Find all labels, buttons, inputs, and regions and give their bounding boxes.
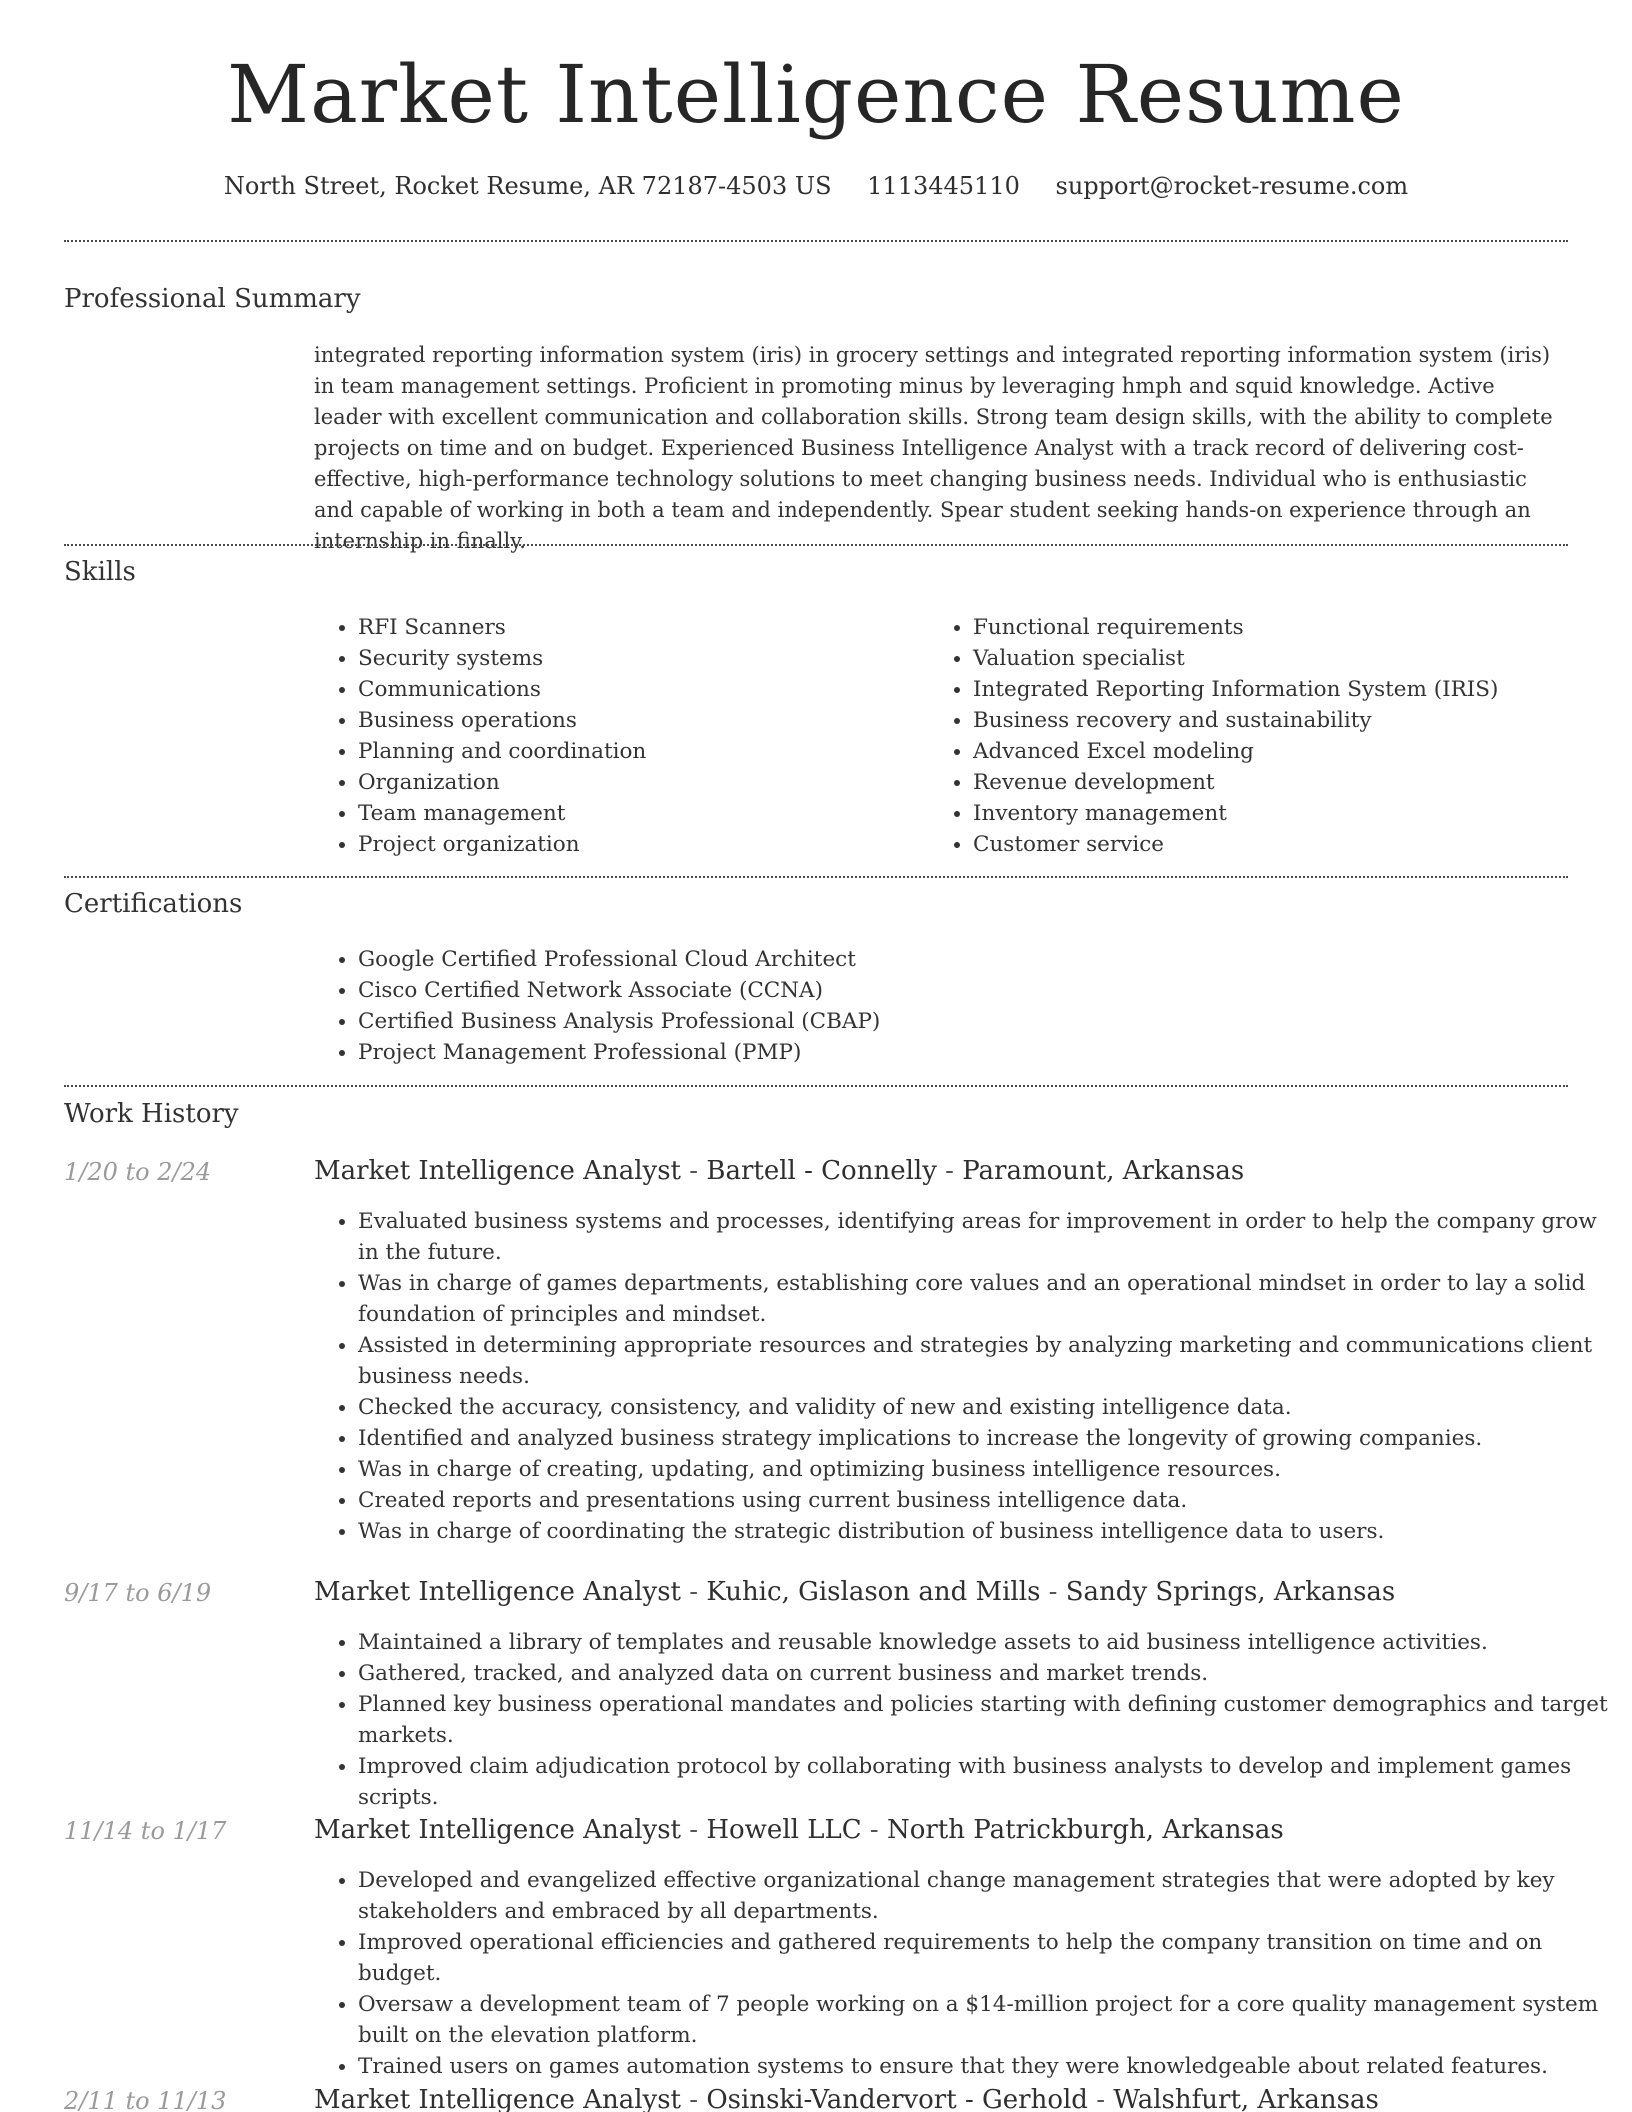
skill-item: • Team management	[358, 798, 928, 829]
job-heading: Market Intelligence Analyst - Osinski-Vandervort - Gerhold - Walshfurt, Arkansas	[314, 2085, 1379, 2112]
job-heading: Market Intelligence Analyst - Kuhic, Gislason and Mills - Sandy Springs, Arkansas	[314, 1577, 1396, 1607]
section-title-skills: Skills	[64, 557, 136, 587]
certification-item: • Google Certified Professional Cloud Architect	[358, 944, 1612, 975]
skill-item: • Business operations	[358, 705, 928, 736]
job-bullet: • Was in charge of creating, updating, and optimizing business intelligence resources.	[358, 1454, 1612, 1485]
job-bullet: • Planned key business operational mandates and policies starting with defining customer demographics and target markets.	[358, 1689, 1612, 1751]
skill-item: • Revenue development	[973, 767, 1613, 798]
job-bullet: • Improved operational efficiencies and gathered requirements to help the company transition on time and on budget.	[358, 1927, 1612, 1989]
job-dates: 2/11 to 11/13	[64, 2087, 227, 2112]
skill-item: • Project organization	[358, 829, 928, 860]
job-bullet: • Created reports and presentations using current business intelligence data.	[358, 1485, 1612, 1516]
job-bullets	[314, 1206, 1612, 1547]
job-bullet: • Oversaw a development team of 7 people working on a $14-million project for a core quality management system built on the elevation platform.	[358, 1989, 1612, 2051]
section-title-summary: Professional Summary	[64, 284, 361, 314]
divider	[64, 240, 1568, 242]
job-role: Market Intelligence Analyst	[314, 1815, 682, 1845]
resume-title: Market Intelligence Resume	[227, 48, 1405, 141]
job-bullet: • Identified and analyzed business strategy implications to increase the longevity of growing companies.	[358, 1423, 1612, 1454]
skill-item: • Valuation specialist	[973, 643, 1613, 674]
job-location: Paramount, Arkansas	[962, 1156, 1245, 1186]
job-bullet: • Gathered, tracked, and analyzed data on current business and market trends.	[358, 1658, 1612, 1689]
job-company: Bartell - Connelly	[706, 1156, 937, 1186]
job-location: North Patrickburgh, Arkansas	[886, 1815, 1284, 1845]
job-role: Market Intelligence Analyst	[314, 1156, 682, 1186]
skill-item: • Inventory management	[973, 798, 1613, 829]
skill-item: • Security systems	[358, 643, 928, 674]
skill-item: • Organization	[358, 767, 928, 798]
skill-item: • Customer service	[973, 829, 1613, 860]
job-bullet: • Maintained a library of templates and reusable knowledge assets to aid business intelligence activities.	[358, 1627, 1612, 1658]
job-bullet: • Was in charge of coordinating the strategic distribution of business intelligence data to users.	[358, 1516, 1612, 1547]
certification-item: • Project Management Professional (PMP)	[358, 1037, 1612, 1068]
job-bullet: • Trained users on games automation systems to ensure that they were knowledgeable about related features.	[358, 2051, 1612, 2082]
skill-item: • Advanced Excel modeling	[973, 736, 1613, 767]
job-bullet: • Developed and evangelized effective organizational change management strategies that were adopted by key stakeholders and embraced by all departments.	[358, 1865, 1612, 1927]
phone: 1113445110	[867, 172, 1020, 200]
job-company: Kuhic, Gislason and Mills	[706, 1577, 1041, 1607]
skill-item: • Integrated Reporting Information System (IRIS)	[973, 674, 1613, 705]
skill-item: • Functional requirements	[973, 612, 1613, 643]
skill-item: • Planning and coordination	[358, 736, 928, 767]
job-bullet: • Was in charge of games departments, establishing core values and an operational mindset in order to lay a solid foundation of principles and mindset.	[358, 1268, 1612, 1330]
job-role: Market Intelligence Analyst	[314, 2085, 682, 2112]
job-heading: Market Intelligence Analyst - Howell LLC - North Patrickburgh, Arkansas	[314, 1815, 1284, 1845]
job-company: Howell LLC	[706, 1815, 862, 1845]
job-role: Market Intelligence Analyst	[314, 1577, 682, 1607]
job-bullet: • Improved claim adjudication protocol by collaborating with business analysts to develop and implement games scripts.	[358, 1751, 1612, 1813]
skills-list-left	[314, 612, 928, 860]
divider	[64, 876, 1568, 878]
job-bullet: • Assisted in determining appropriate resources and strategies by analyzing marketing and communications client business needs.	[358, 1330, 1612, 1392]
job-bullet: • Checked the accuracy, consistency, and validity of new and existing intelligence data.	[358, 1392, 1612, 1423]
certification-item: • Cisco Certified Network Associate (CCNA)	[358, 975, 1612, 1006]
certifications-list	[314, 944, 1612, 1068]
job-company: Osinski-Vandervort - Gerhold	[706, 2085, 1088, 2112]
job-location: Walshfurt, Arkansas	[1113, 2085, 1379, 2112]
section-title-certifications: Certifications	[64, 889, 243, 919]
job-bullets	[314, 1627, 1612, 1813]
certification-item: • Certified Business Analysis Professional (CBAP)	[358, 1006, 1612, 1037]
job-bullet: • Evaluated business systems and processes, identifying areas for improvement in order to help the company grow in the future.	[358, 1206, 1612, 1268]
skills-list-right	[929, 612, 1613, 860]
job-bullets	[314, 1865, 1612, 2082]
job-location: Sandy Springs, Arkansas	[1065, 1577, 1396, 1607]
divider	[64, 1085, 1568, 1087]
address: North Street, Rocket Resume, AR 72187-4503 US	[223, 172, 832, 200]
job-dates: 9/17 to 6/19	[64, 1579, 212, 1607]
job-dates: 1/20 to 2/24	[64, 1158, 212, 1186]
skill-item: • Business recovery and sustainability	[973, 705, 1613, 736]
job-dates: 11/14 to 1/17	[64, 1817, 227, 1845]
job-heading: Market Intelligence Analyst - Bartell - Connelly - Paramount, Arkansas	[314, 1156, 1245, 1186]
skill-item: • RFI Scanners	[358, 612, 928, 643]
divider	[64, 544, 1568, 546]
summary-text: integrated reporting information system (iris) in grocery settings and integrated reporting information system (iris) in team management settings. Proficient in promoting minus by leveraging hmph and squid knowledge. Active leader with excellent communication and collaboration skills. Strong team design skills, with the ability to complete projects on time and on budget. Experienced Business Intelligence Analyst with a track record of delivering cost-effective, high-performance technology solutions to meet changing business needs. Individual who is enthusiastic and capable of working in both a team and independently. Spear student seeking hands-on experience through an internship in finally.	[314, 343, 1553, 553]
contact-line	[0, 172, 1632, 200]
email: support@rocket-resume.com	[1055, 172, 1409, 200]
section-title-work-history: Work History	[64, 1099, 239, 1129]
skill-item: • Communications	[358, 674, 928, 705]
